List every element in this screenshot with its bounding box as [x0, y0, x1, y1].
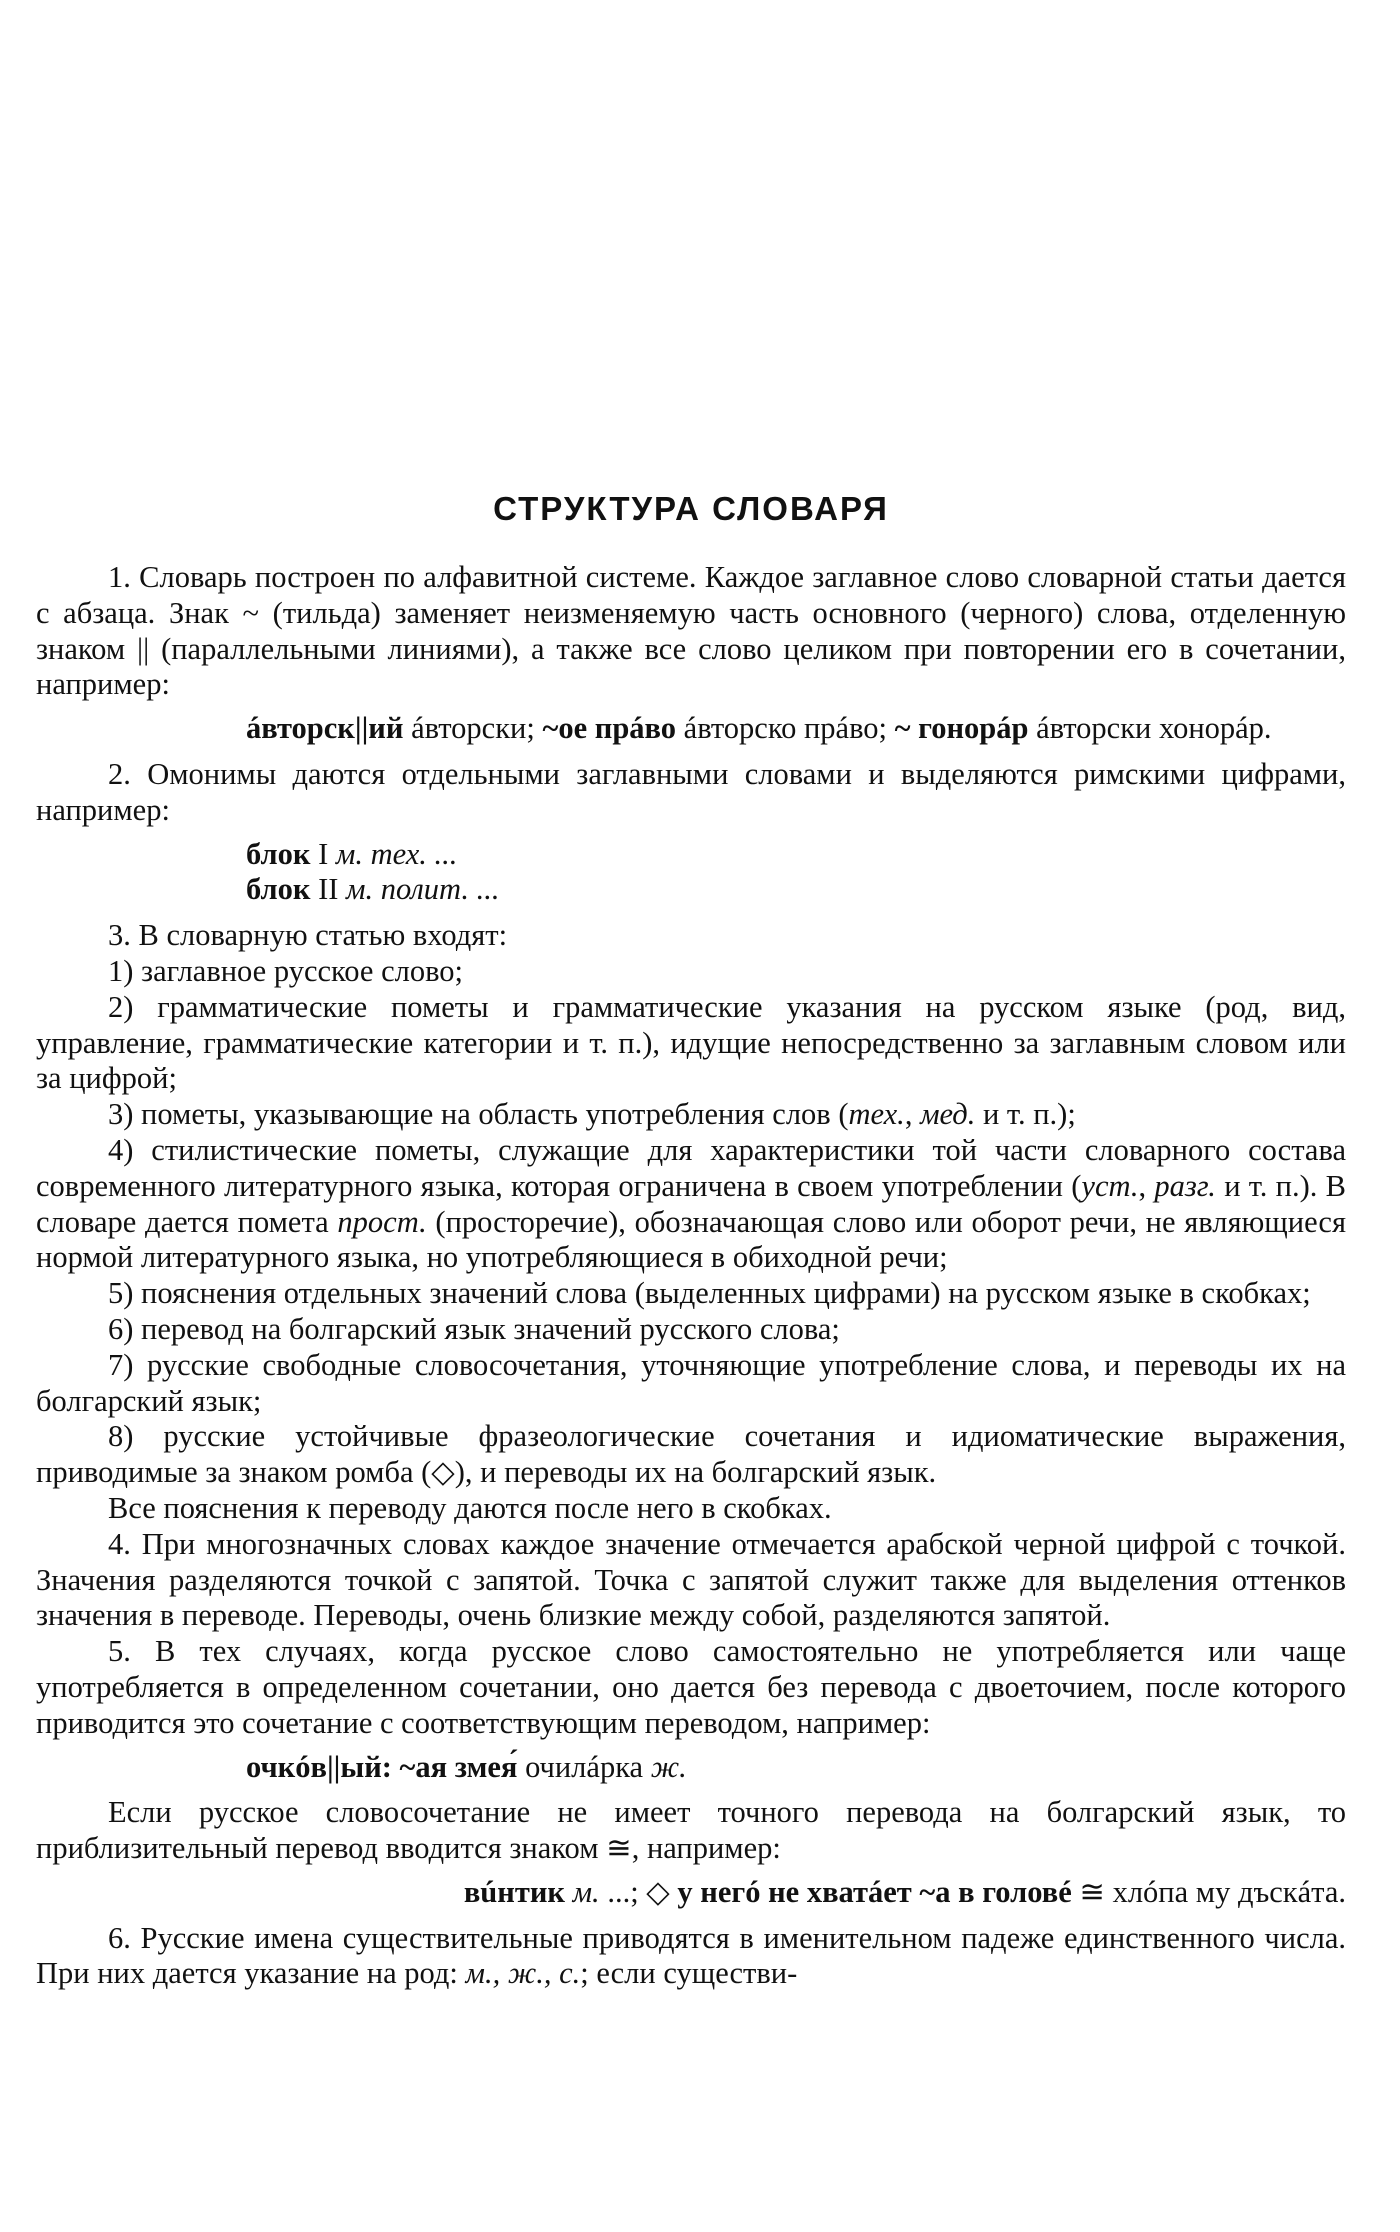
example-2	[246, 837, 1346, 909]
list-item-3: 3) пометы, указывающие на область употребления слов (тех., мед. и т. п.);	[108, 1097, 1076, 1132]
example-labels: м. тех. ...	[335, 836, 458, 871]
example-1	[246, 711, 1346, 747]
roman-numeral: II	[310, 872, 347, 907]
example-phrase: ~ое прáво	[542, 711, 677, 746]
example-phrase: ~ гонорáр	[894, 711, 1029, 746]
example-gender: ж.	[650, 1749, 687, 1784]
example-gender: м.	[564, 1874, 600, 1909]
paragraph-5: 5. В тех случаях, когда русское слово самостоятельно не употребляется или чаще употребляется в определенном сочетании, оно дается без перевода с двоеточием, после которого приводится это сочетание с соответствующим переводом, например:	[36, 1634, 1346, 1740]
example-headword: очкóв||ый: ~ая змея́	[246, 1749, 518, 1784]
example-headword: áвторск||ий	[246, 711, 404, 746]
example-translation: áвторски;	[403, 711, 543, 746]
example-labels: м. полит. ...	[346, 872, 500, 907]
paragraph-4: 4. При многозначных словах каждое значение отмечается арабской черной цифрой с точкой. Значения разделяются точкой с запятой. Точка с запятой служит также для выделения оттенков значения в переводе. Переводы, очень близкие между собой, разделяются запятой.	[36, 1526, 1346, 1633]
list-item-1: 1) заглавное русское слово;	[108, 953, 463, 988]
example-separator: ...; ◇	[599, 1874, 678, 1909]
page-body	[36, 560, 1346, 1992]
paragraph-1: 1. Словарь построен по алфавитной системе. Каждое заглавное слово словарной статьи дается с абзаца. Знак ~ (тильда) заменяет неизменяемую часть основного (черного) слова, отделенную знаком || (параллельными линиями), а также все слово целиком при повторении его в сочетании, например:	[36, 560, 1346, 702]
list-item-8: 8) русские устойчивые фразеологические сочетания и идиоматические выражения, приводимые за знаком ромба (◇), и переводы их на болгарский язык.	[36, 1419, 1346, 1490]
list-item-6: 6) перевод на болгарский язык значений русского слова;	[108, 1311, 840, 1346]
paragraph-3: 3. В словарную статью входят:	[108, 918, 508, 953]
paragraph-2: 2. Омонимы даются отдельными заглавными словами и выделяются римскими цифрами, например:	[36, 756, 1346, 827]
example-translation: áвторско прáво;	[676, 711, 895, 746]
example-idiom: у негó не хватáет ~а в головé	[677, 1874, 1072, 1909]
example-headword: блок	[246, 872, 311, 907]
example-translation: áвторски хонорáр.	[1028, 711, 1272, 746]
example-translation: ≅ хлóпа му дъскáта.	[1071, 1874, 1346, 1909]
example-headword: вúнтик	[463, 1874, 565, 1909]
example-4	[36, 1875, 1346, 1911]
list-item-2: 2) грамматические пометы и грамматические указания на русском языке (род, вид, управление, грамматические категории и т. п.), идущие непосредственно за заглавным словом или за цифрой;	[36, 989, 1346, 1096]
example-3	[246, 1750, 1346, 1786]
page-title: СТРУКТУРА СЛОВАРЯ	[493, 490, 889, 527]
example-headword: блок	[246, 836, 311, 871]
paragraph-5b: Если русское словосочетание не имеет точного перевода на болгарский язык, то приблизительный перевод вводится знаком ≅, например:	[36, 1795, 1346, 1866]
paragraph-6: 6. Русские имена существительные приводятся в именительном падеже единственного числа. При них дается указание на род: м., ж., с.; если существи-	[36, 1920, 1346, 1991]
list-item-7: 7) русские свободные словосочетания, уточняющие употребление слова, и переводы их на болгарский язык;	[36, 1347, 1346, 1418]
list-item-4: 4) стилистические пометы, служащие для характеристики той части словарного состава современного литературного языка, которая ограничена в своем употреблении (уст., разг. и т. п.). В словаре дается помета прост. (просторечие), обозначающая слово или оборот речи, не являющиеся нормой литературного языка, но употребляющиеся в обиходной речи;	[36, 1132, 1347, 1275]
roman-numeral: I	[310, 836, 336, 871]
list-item-5: 5) пояснения отдельных значений слова (выделенных цифрами) на русском языке в скобках;	[108, 1276, 1311, 1311]
example-translation: очилáрка	[517, 1749, 651, 1784]
list-note: Все пояснения к переводу даются после него в скобках.	[108, 1490, 832, 1525]
